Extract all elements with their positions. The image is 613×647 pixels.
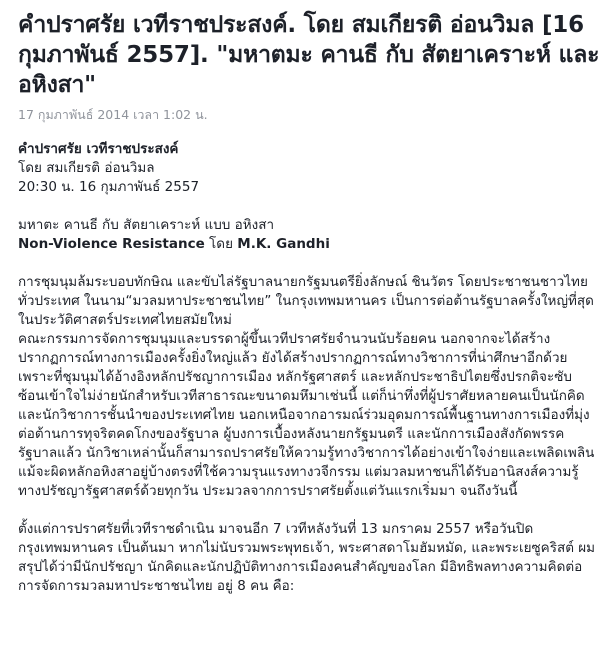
- paragraph-2: คณะกรรมการจัดการชุมนุมและบรรดาผู้ขึ้นเวทีปราศรัยจำนวนนับร้อยคน นอกจากจะได้สร้างปรากฏการณ์ทางการเมืองครั้งยิ่งใหญ่แล้ว ยังได้สร้างปรากฏการณ์ทางวิชาการที่น่าศึกษาอีกด้วย เพราะที่ชุมนุมได้อ้างอิงหลักปรัชญาการเมือง หลักรัฐศาสตร์ และหลักประชาธิปไตยซึ่งปรกติจะซับซ้อนเข้าใจไม่ง่ายนักสำหรับเวทีสาธารณะขนาดมหึมาเช่นนี้ แต่ก็น่าทึ่งที่ผู้ปราศัยหลายคนเป็นนักคิดและนักวิชาการชั้นนำของประเทศไทย นอกเหนือจากอารมณ์ร่วมอุดมการณ์พื้นฐานทางการเมืองที่มุ่งต่อต้านการทุจริตคดโกงของรัฐบาล ผู้บงการเบื้องหลังนายกรัฐมนตรี และนักการเมืองสังกัดพรรครัฐบาลแล้ว นักวิชาเหล่านั้นก็สามารถปราศรัยให้ความรู้ทางวิชาการได้อย่างเข้าใจง่ายและเพลิดเพลิน แม้จะผิดหลักอหิงสาอยู่บ้างตรงที่ใช้ความรุนแรงทางวจีกรรม แต่มวลมหาชนก็ได้รับอานิสงส์ความรู้ทางปรัชญารัฐศาสตร์ด้วยทุกวัน ประมวลจากการปราศรัยตั้งแต่วันแรกเริ่มมา จนถึงวันนี้: [18, 331, 595, 499]
- english-title: Non-Violence Resistance: [18, 236, 205, 252]
- time-line: 20:30 น. 16 กุมภาพันธ์ 2557: [18, 179, 200, 195]
- paragraph-1: การชุมนุมล้มระบอบทักษิณ และขับไล่รัฐบาลนายกรัฐมนตรียิ่งลักษณ์ ชินวัตร โดยประชาชนชาวไทยทั่วประเทศ ในนาม“มวลมหาประชาชนไทย” ในกรุงเทพมหานคร เป็นการต่อต้านรัฐบาลครั้งใหญ่ที่สุดในประวัติศาสตร์ประเทศไทยสมัยใหม่: [18, 274, 594, 328]
- spacer: [18, 501, 598, 520]
- author-line: โดย สมเกียรติ อ่อนวิมล: [18, 160, 155, 176]
- header-title: คำปราศรัย เวทีราชประสงค์: [18, 141, 179, 157]
- article-body: [18, 140, 598, 596]
- paragraph-3: ตั้งแต่การปราศรัยที่เวทีราชดำเนิน มาจนอีก 7 เวทีหลังวันที่ 13 มกราคม 2557 หรือวันปิดกรุงเทพมหานคร เป็นต้นมา หากไม่นับรวมพระพุทธเจ้า, พระศาสดาโมฮัมหมัด, และพระเยซูคริสต์ ผมสรุปได้ว่ามีนักปรัชญา นักคิดและนักปฏิบัติทางการเมืองคนสำคัญของโลก มีอิทธิพลทางความคิดต่อการจัดการมวลมหาประชาชนไทย อยู่ 8 คน คือ:: [18, 521, 596, 594]
- english-author: M.K. Gandhi: [237, 236, 330, 252]
- article-title: คำปราศรัย เวทีราชประสงค์. โดย สมเกียรติ อ่อนวิมล [16 กุมภาพันธ์ 2557]. "มหาตมะ คานธี กับ สัตยาเคราะห์ และ อหิงสา": [18, 12, 600, 98]
- topic-line: มหาตะ คานธี กับ สัตยาเคราะห์ แบบ อหิงสา: [18, 217, 275, 233]
- spacer: [18, 254, 598, 273]
- english-by: โดย: [204, 236, 238, 252]
- spacer: [18, 197, 598, 216]
- english-title-line: [18, 235, 598, 254]
- publish-date[interactable]: 17 กุมภาพันธ์ 2014 เวลา 1:02 น.: [18, 107, 208, 122]
